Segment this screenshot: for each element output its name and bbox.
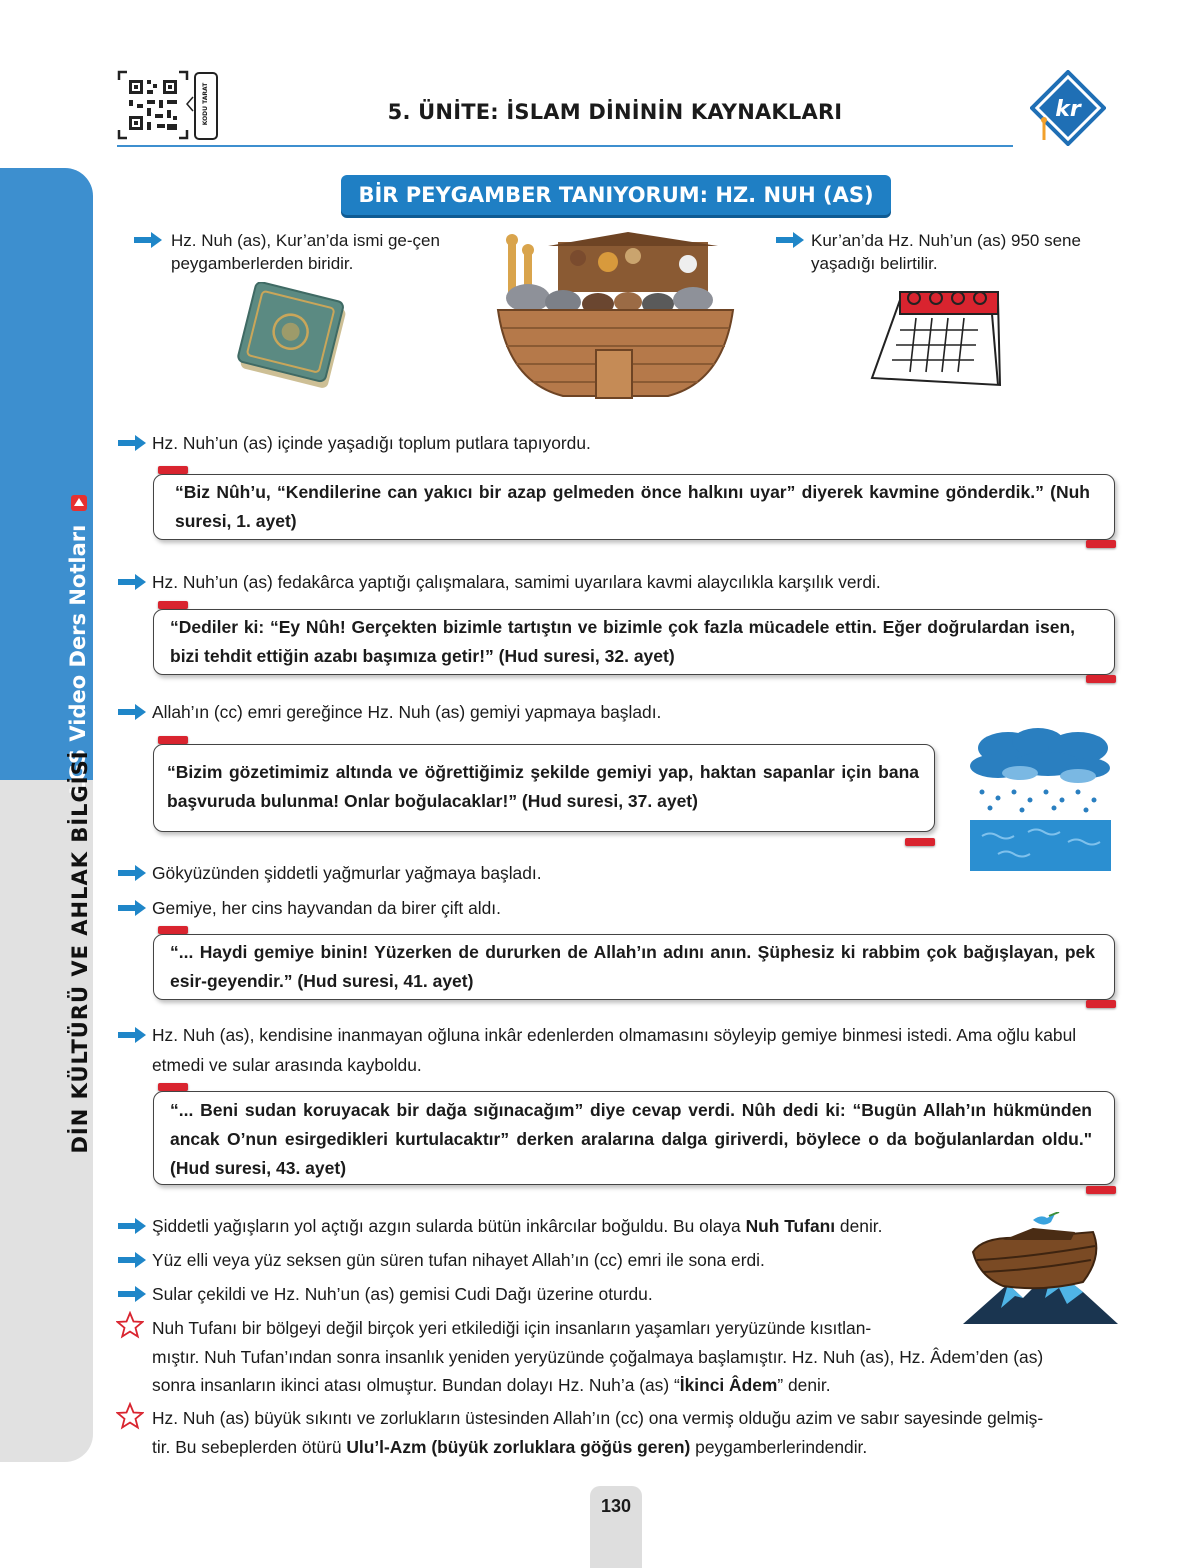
play-icon [71,495,87,511]
header-divider [117,145,1013,147]
scroll-tab-bottom [1086,540,1116,548]
term-ulul-azm: Ulu’l-Azm (büyük zorluklara göğüs geren) [346,1437,691,1457]
star-icon [116,1311,144,1339]
scroll-tab-bottom [905,838,935,846]
page-number: 130 [590,1486,642,1568]
scroll-tab-top [158,736,188,744]
publisher-logo [1030,70,1106,146]
section-3-text: Allah’ın (cc) emri gereğince Hz. Nuh (as) gemiyi yapmaya başladı. [152,702,662,722]
ark-on-mountain-illustration [963,1212,1118,1327]
flood-line-3: Sular çekildi ve Hz. Nuh’un (as) gemisi Cudi Dağı üzerine oturdu. [152,1284,653,1304]
arrow-right-icon [133,231,163,249]
scan-code-tag[interactable] [194,72,218,140]
scroll-tab-top [158,926,188,934]
arrow-right-icon [117,573,147,591]
quran-book-icon [230,282,360,396]
arrow-right-icon [117,703,147,721]
scroll-tab-top [158,466,188,474]
quote-6: “... Beni sudan koruyacak bir dağa sığınacağım” diye cevap verdi. Nûh dedi ki: “Bugün Allah’ın hükmünden ancak O’nun esirgedikleri kurtulacaktır” derken aralarına dalga giriverdi, böylece o da boğulanlardan oldu." (Hud suresi, 43. ayet) [170,1100,1092,1178]
arrow-right-icon [117,1251,147,1269]
section-1-text: Hz. Nuh’un (as) içinde yaşadığı toplum putlara tapıyordu. [152,433,591,453]
scroll-tab-top [158,601,188,609]
scroll-tab-bottom [1086,1186,1116,1194]
star-icon [116,1402,144,1430]
arrow-right-icon [775,231,805,249]
qr-code-icon[interactable] [117,70,189,140]
scroll-tab-bottom [1086,1000,1116,1008]
quote-1: “Biz Nûh’u, “Kendilerine can yakıcı bir azap gelmeden önce halkını uyar” diyerek kavmine gönderdik.” (Nuh suresi, 1. ayet) [175,482,1090,531]
star-note-2-b: tir. Bu sebeplerden ötürü Ulu’l-Azm (büyük zorluklara göğüs geren) peygamberlerindendir. [152,1437,868,1457]
section-2-text: Hz. Nuh’un (as) fedakârca yaptığı çalışmalara, samimi uyarılara kavmi alaycılıkla karşılık verdi. [152,572,881,592]
arrow-right-icon [117,1285,147,1303]
star-note-1-a: Nuh Tufanı bir bölgeyi değil birçok yeri etkilediği için insanların yaşamları yeryüzünde kısıtlan- [152,1318,872,1338]
scroll-tab-top [158,1083,188,1091]
scan-code-label: KODU TARAT [202,82,209,126]
arrow-right-icon [117,899,147,917]
side-label-video-notes: LGS Video Ders Notları [61,495,95,795]
fact-950-years: Kur’an’da Hz. Nuh’un (as) 950 sene yaşadığı belirtilir. [811,231,1081,273]
scroll-tab-bottom [1086,675,1116,683]
calendar-icon [870,290,1005,390]
flood-line-2: Yüz elli veya yüz seksen gün süren tufan nihayet Allah’ın (cc) emri ile sona erdi. [152,1250,765,1270]
unit-title: 5. ÜNİTE: İSLAM DİNİNİN KAYNAKLARI [387,100,843,124]
star-note-1-b: mıştır. Nuh Tufan’ından sonra insanlık yeniden yeryüzünde çoğalmaya başlamıştır. Hz. Nuh (as), Hz. Âdem’den (as) [152,1347,1044,1367]
quote-2: “Dediler ki: “Ey Nûh! Gerçekten bizimle tartıştın ve bizimle çok fazla mücadele ettin. Eğer doğrulardan isen, bizi tehdit ettiğin azabı başımıza getir!” (Hud suresi, 32. ayet) [170,617,1075,666]
logo-text: kr [1055,97,1081,122]
arrow-right-icon [117,1217,147,1235]
arrow-right-icon [117,864,147,882]
fact-quran-mention: Hz. Nuh (as), Kur’an’da ismi ge-çen peygamberlerden biridir. [171,231,440,273]
side-label-course: DİN KÜLTÜRÜ VE AHLAK BİLGİSİ [68,750,92,1154]
noahs-ark-illustration [488,232,743,402]
arrow-right-icon [117,1026,147,1044]
chevron-left-icon [186,96,194,112]
arrow-right-icon [117,434,147,452]
section-4-text: Gökyüzünden şiddetli yağmurlar yağmaya başladı. [152,863,542,883]
flood-line-1: Şiddetli yağışların yol açtığı azgın sularda bütün inkârcılar boğuldu. Bu olaya Nuh Tufanı denir. [152,1216,883,1236]
section-5-text: Gemiye, her cins hayvandan da birer çift aldı. [152,898,501,918]
star-note-1-c: sonra insanların ikinci atası olmuştur. Bundan dolayı Hz. Nuh’a (as) “İkinci Âdem” denir. [152,1375,831,1395]
rain-cloud-icon [968,728,1113,873]
section-6-text: Hz. Nuh (as), kendisine inanmayan oğluna inkâr edenlerden olmamasını söyleyip gemiye binmesi istedi. Ama oğlu kabul etmedi ve sular arasında kayboldu. [152,1025,1077,1075]
quote-5: “... Haydi gemiye binin! Yüzerken de dururken de Allah’ın adını anın. Şüphesiz ki rabbim çok bağışlayan, pek esir-geyendir.” (Hud suresi, 41. ayet) [170,942,1095,991]
section-banner: BİR PEYGAMBER TANIYORUM: HZ. NUH (AS) [341,175,891,215]
star-note-2-a: Hz. Nuh (as) büyük sıkıntı ve zorlukların üstesinden Allah’ın (cc) ona vermiş olduğu azim ve sabır sayesinde gelmiş- [152,1408,1044,1428]
term-ikinci-adem: İkinci Âdem [679,1375,778,1395]
term-nuh-tufani: Nuh Tufanı [745,1216,836,1236]
quote-3: “Bizim gözetimimiz altında ve öğrettiğimiz şekilde gemiyi yap, haktan sapanlar için bana başvuruda bulunma! Onlar boğulacaklar!” (Hud suresi, 37. ayet) [167,762,919,811]
